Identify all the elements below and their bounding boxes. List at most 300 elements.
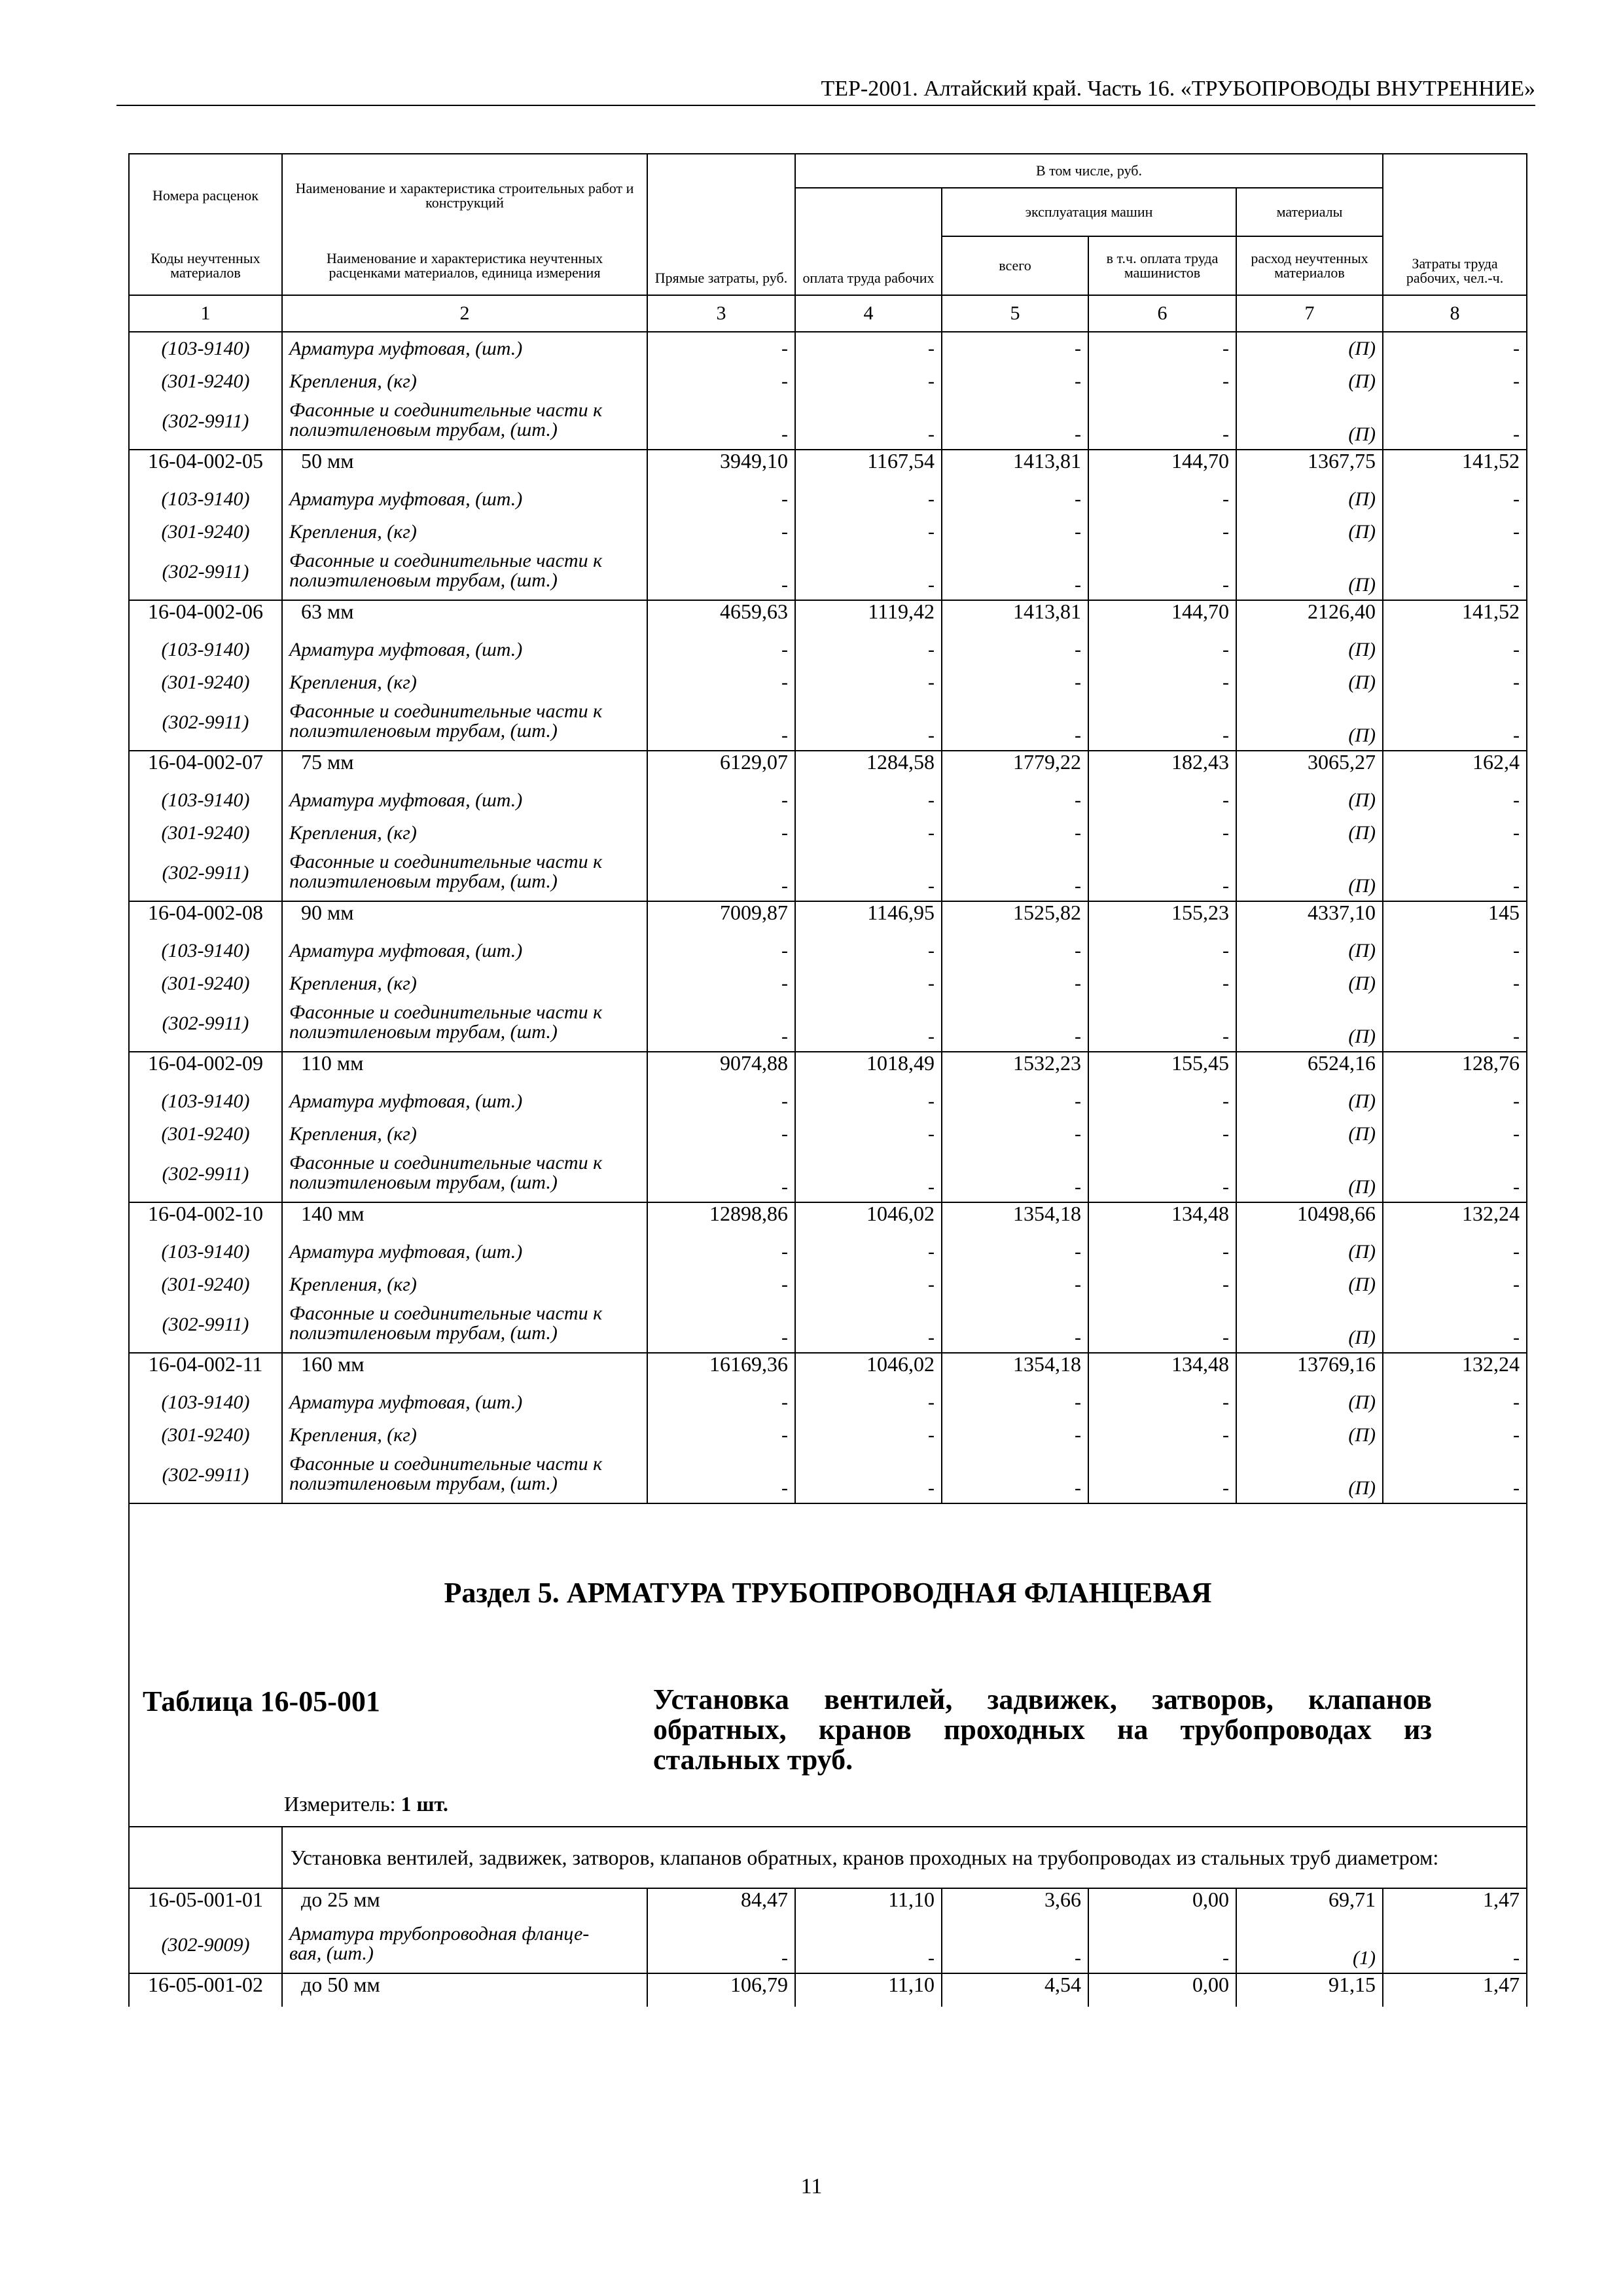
labor-pay: 1046,02	[795, 1202, 942, 1236]
labor-pay: -	[795, 483, 942, 516]
labor-pay: 11,10	[795, 1888, 942, 1922]
machines-total: -	[942, 935, 1088, 967]
col2-header-top: Наименование и характеристика строительных работ и конструкций	[282, 154, 647, 236]
work-name-line: полиэтиленовым трубам, (шт.)	[289, 1172, 558, 1193]
direct-cost: -	[647, 817, 795, 850]
labor-pay: -	[795, 1386, 942, 1419]
labor-pay: -	[795, 634, 942, 666]
machines-total: 3,66	[942, 1888, 1088, 1922]
rate-row	[129, 600, 1527, 634]
materials-cost: 4337,10	[1236, 901, 1383, 935]
direct-cost: -	[647, 1922, 795, 1973]
machines-total: 1354,18	[942, 1202, 1088, 1236]
intro-text: Установка вентилей, задвижек, затворов, клапанов обратных, кранов проходных на трубопроводах из стальных труб диаметром:	[282, 1827, 1527, 1888]
labor-hours: -	[1383, 332, 1527, 365]
machines-total: -	[942, 1085, 1088, 1118]
material-row	[129, 483, 1527, 516]
labor-hours: 132,24	[1383, 1353, 1527, 1386]
machinist-pay: -	[1088, 1236, 1236, 1268]
col-number: 2	[282, 295, 647, 332]
rate-code: 16-05-001-02	[129, 1973, 282, 2007]
machines-total: -	[942, 548, 1088, 600]
direct-cost: 7009,87	[647, 901, 795, 935]
labor-hours: 145	[1383, 901, 1527, 935]
labor-hours: -	[1383, 1151, 1527, 1202]
labor-pay: 1119,42	[795, 600, 942, 634]
group-header: В том числе, руб.	[795, 154, 1383, 188]
labor-hours: -	[1383, 1000, 1527, 1052]
rate-code: (103-9140)	[129, 332, 282, 365]
machines-header: эксплуатация машин	[942, 188, 1236, 236]
table-body-section4	[129, 332, 1527, 1503]
rate-code: (301-9240)	[129, 516, 282, 548]
direct-cost: -	[647, 1452, 795, 1503]
labor-hours: -	[1383, 483, 1527, 516]
labor-hours: -	[1383, 1085, 1527, 1118]
materials-cost: 3065,27	[1236, 751, 1383, 784]
materials-header: материалы	[1236, 188, 1383, 236]
machines-total: -	[942, 817, 1088, 850]
rate-code: 16-05-001-01	[129, 1888, 282, 1922]
rate-row	[129, 1353, 1527, 1386]
direct-cost: -	[647, 398, 795, 450]
direct-cost: -	[647, 1236, 795, 1268]
work-name: Крепления, (кг)	[282, 516, 647, 548]
rate-row	[129, 1202, 1527, 1236]
work-name-line: Фасонные и соединительные части к	[289, 700, 603, 722]
direct-cost: -	[647, 1151, 795, 1202]
material-row	[129, 850, 1527, 901]
materials-cost: 91,15	[1236, 1973, 1383, 2007]
labor-hours: -	[1383, 784, 1527, 817]
material-row	[129, 1922, 1527, 1973]
rate-row	[129, 751, 1527, 784]
machines-total: -	[942, 666, 1088, 699]
rate-code: (301-9240)	[129, 967, 282, 1000]
direct-cost: -	[647, 850, 795, 901]
direct-cost: 4659,63	[647, 600, 795, 634]
rate-row	[129, 1973, 1527, 2007]
work-name	[282, 850, 647, 901]
direct-cost: 3949,10	[647, 450, 795, 483]
machinist-pay: 134,48	[1088, 1353, 1236, 1386]
work-name: до 25 мм	[282, 1888, 647, 1922]
direct-cost: -	[647, 634, 795, 666]
rate-code: (103-9140)	[129, 634, 282, 666]
material-row	[129, 666, 1527, 699]
direct-cost: -	[647, 784, 795, 817]
work-name: Арматура муфтовая, (шт.)	[282, 634, 647, 666]
rate-code: (302-9911)	[129, 398, 282, 450]
work-name-line: Фасонные и соединительные части к	[289, 851, 603, 872]
machinist-pay: 155,23	[1088, 901, 1236, 935]
machines-total: -	[942, 1268, 1088, 1301]
material-row	[129, 935, 1527, 967]
rate-code: (302-9911)	[129, 1151, 282, 1202]
materials-cost: (П)	[1236, 398, 1383, 450]
labor-pay: 1046,02	[795, 1353, 942, 1386]
material-row	[129, 548, 1527, 600]
machinist-pay: -	[1088, 516, 1236, 548]
material-row	[129, 634, 1527, 666]
machinist-pay: -	[1088, 1386, 1236, 1419]
labor-hours: 132,24	[1383, 1202, 1527, 1236]
material-row	[129, 1085, 1527, 1118]
labor-hours: 128,76	[1383, 1052, 1527, 1085]
work-name: Арматура муфтовая, (шт.)	[282, 935, 647, 967]
work-name	[282, 1151, 647, 1202]
col-number: 7	[1236, 295, 1383, 332]
machinist-pay: -	[1088, 365, 1236, 398]
direct-cost: -	[647, 1118, 795, 1151]
direct-cost: -	[647, 967, 795, 1000]
rate-code: (103-9140)	[129, 1386, 282, 1419]
materials-cost: (П)	[1236, 967, 1383, 1000]
labor-hours: -	[1383, 1268, 1527, 1301]
machinist-pay: 144,70	[1088, 600, 1236, 634]
work-name: Арматура муфтовая, (шт.)	[282, 784, 647, 817]
machines-total: -	[942, 1922, 1088, 1973]
labor-hours: -	[1383, 1419, 1527, 1452]
work-name: 90 мм	[282, 901, 647, 935]
col4-header: оплата труда рабочих	[795, 188, 942, 295]
materials-cost: (П)	[1236, 817, 1383, 850]
machinist-pay: -	[1088, 935, 1236, 967]
rate-code: (103-9140)	[129, 1085, 282, 1118]
work-name-line: полиэтиленовым трубам, (шт.)	[289, 720, 558, 742]
labor-hours: -	[1383, 967, 1527, 1000]
work-name: Арматура муфтовая, (шт.)	[282, 1085, 647, 1118]
materials-cost: (П)	[1236, 1386, 1383, 1419]
machinist-pay: 0,00	[1088, 1973, 1236, 2007]
work-name: до 50 мм	[282, 1973, 647, 2007]
materials-cost: (1)	[1236, 1922, 1383, 1973]
labor-hours: 1,47	[1383, 1973, 1527, 2007]
rate-code: (103-9140)	[129, 935, 282, 967]
material-row	[129, 1419, 1527, 1452]
labor-pay: 1018,49	[795, 1052, 942, 1085]
machinist-pay: -	[1088, 1268, 1236, 1301]
materials-cost: (П)	[1236, 850, 1383, 901]
labor-hours: -	[1383, 1236, 1527, 1268]
col3-header: Прямые затраты, руб.	[647, 154, 795, 295]
direct-cost: 12898,86	[647, 1202, 795, 1236]
machinist-pay: -	[1088, 1452, 1236, 1503]
materials-cost: 2126,40	[1236, 600, 1383, 634]
section-heading-cell	[129, 1503, 1527, 1827]
materials-cost: (П)	[1236, 784, 1383, 817]
machinist-pay: -	[1088, 398, 1236, 450]
labor-pay: -	[795, 1301, 942, 1353]
rate-code: (103-9140)	[129, 483, 282, 516]
rate-row	[129, 1052, 1527, 1085]
direct-cost: -	[647, 935, 795, 967]
rate-code: (103-9140)	[129, 1236, 282, 1268]
work-name-line: Арматура трубопроводная фланце-	[289, 1923, 590, 1945]
machinist-pay: -	[1088, 1419, 1236, 1452]
machines-total: 4,54	[942, 1973, 1088, 2007]
labor-pay: -	[795, 850, 942, 901]
price-table	[128, 153, 1527, 2007]
price-table-frame	[128, 153, 1526, 2007]
direct-cost: -	[647, 1419, 795, 1452]
machinist-pay: 155,45	[1088, 1052, 1236, 1085]
machinist-pay: -	[1088, 699, 1236, 751]
work-name-line: Фасонные и соединительные части к	[289, 1453, 603, 1475]
work-name: Арматура муфтовая, (шт.)	[282, 483, 647, 516]
materials-cost: (П)	[1236, 935, 1383, 967]
work-name: Арматура муфтовая, (шт.)	[282, 332, 647, 365]
rate-code: (302-9911)	[129, 548, 282, 600]
labor-hours: -	[1383, 850, 1527, 901]
rate-code: (302-9009)	[129, 1922, 282, 1973]
work-name-line: полиэтиленовым трубам, (шт.)	[289, 1021, 558, 1043]
direct-cost: -	[647, 365, 795, 398]
col6-header: в т.ч. оплата труда машинистов	[1088, 236, 1236, 295]
rate-code: 16-04-002-10	[129, 1202, 282, 1236]
col5-header: всего	[942, 236, 1088, 295]
work-name-line: Фасонные и соединительные части к	[289, 399, 603, 421]
work-name: Крепления, (кг)	[282, 1268, 647, 1301]
work-name	[282, 1301, 647, 1353]
material-row	[129, 332, 1527, 365]
materials-cost: (П)	[1236, 1419, 1383, 1452]
material-row	[129, 699, 1527, 751]
machines-total: -	[942, 634, 1088, 666]
rate-code: (301-9240)	[129, 1268, 282, 1301]
materials-cost: (П)	[1236, 666, 1383, 699]
material-row	[129, 1000, 1527, 1052]
work-name	[282, 1922, 647, 1973]
labor-hours: -	[1383, 1386, 1527, 1419]
machinist-pay: 134,48	[1088, 1202, 1236, 1236]
direct-cost: -	[647, 548, 795, 600]
work-name: Крепления, (кг)	[282, 1419, 647, 1452]
work-name: Крепления, (кг)	[282, 1118, 647, 1151]
labor-pay: -	[795, 1268, 942, 1301]
col1-header-bottom: Коды неучтенных материалов	[129, 236, 282, 295]
machinist-pay: -	[1088, 1118, 1236, 1151]
materials-cost: (П)	[1236, 1268, 1383, 1301]
direct-cost: -	[647, 1386, 795, 1419]
rate-code: 16-04-002-11	[129, 1353, 282, 1386]
col8-header: Затраты труда рабочих, чел.-ч.	[1383, 154, 1527, 295]
material-row	[129, 1268, 1527, 1301]
machinist-pay: -	[1088, 1301, 1236, 1353]
direct-cost: -	[647, 1301, 795, 1353]
materials-cost: (П)	[1236, 483, 1383, 516]
col-number: 6	[1088, 295, 1236, 332]
labor-pay: -	[795, 365, 942, 398]
work-name	[282, 548, 647, 600]
labor-pay: -	[795, 666, 942, 699]
work-name-line: Фасонные и соединительные части к	[289, 550, 603, 571]
direct-cost: 6129,07	[647, 751, 795, 784]
direct-cost: -	[647, 666, 795, 699]
col-number: 4	[795, 295, 942, 332]
materials-cost: 69,71	[1236, 1888, 1383, 1922]
labor-pay: -	[795, 817, 942, 850]
materials-cost: 6524,16	[1236, 1052, 1383, 1085]
labor-hours: -	[1383, 935, 1527, 967]
labor-hours: -	[1383, 699, 1527, 751]
labor-hours: -	[1383, 666, 1527, 699]
machinist-pay: -	[1088, 850, 1236, 901]
work-name: Крепления, (кг)	[282, 666, 647, 699]
work-name-line: Фасонные и соединительные части к	[289, 1302, 603, 1324]
direct-cost: -	[647, 699, 795, 751]
labor-pay: -	[795, 1922, 942, 1973]
labor-hours: -	[1383, 516, 1527, 548]
machinist-pay: 144,70	[1088, 450, 1236, 483]
work-name-line: полиэтиленовым трубам, (шт.)	[289, 569, 558, 591]
measure-label: Измеритель:	[284, 1792, 396, 1816]
rate-code: (301-9240)	[129, 1118, 282, 1151]
machines-total: -	[942, 850, 1088, 901]
materials-cost: (П)	[1236, 1151, 1383, 1202]
machines-total: -	[942, 784, 1088, 817]
materials-cost: (П)	[1236, 516, 1383, 548]
labor-pay: -	[795, 398, 942, 450]
machines-total: 1354,18	[942, 1353, 1088, 1386]
rate-row	[129, 1888, 1527, 1922]
machines-total: -	[942, 398, 1088, 450]
col-number: 3	[647, 295, 795, 332]
machinist-pay: -	[1088, 483, 1236, 516]
rate-code: (302-9911)	[129, 699, 282, 751]
machines-total: -	[942, 516, 1088, 548]
rate-code: (301-9240)	[129, 817, 282, 850]
machinist-pay: 0,00	[1088, 1888, 1236, 1922]
rate-code: 16-04-002-05	[129, 450, 282, 483]
labor-hours: -	[1383, 548, 1527, 600]
material-row	[129, 1151, 1527, 1202]
rate-code: 16-04-002-08	[129, 901, 282, 935]
col2-header-bottom: Наименование и характеристика неучтенных расценками материалов, единица измерения	[282, 236, 647, 295]
labor-hours: -	[1383, 365, 1527, 398]
col-number: 8	[1383, 295, 1527, 332]
work-name	[282, 398, 647, 450]
materials-cost: 10498,66	[1236, 1202, 1383, 1236]
measure-unit	[284, 1792, 448, 1816]
labor-hours: -	[1383, 1452, 1527, 1503]
col1-header-top: Номера расценок	[129, 154, 282, 236]
labor-pay: -	[795, 699, 942, 751]
machines-total: -	[942, 332, 1088, 365]
labor-pay: 1167,54	[795, 450, 942, 483]
labor-pay: -	[795, 967, 942, 1000]
materials-cost: (П)	[1236, 1118, 1383, 1151]
labor-pay: -	[795, 1452, 942, 1503]
labor-pay: -	[795, 1000, 942, 1052]
labor-pay: -	[795, 1118, 942, 1151]
machinist-pay: -	[1088, 548, 1236, 600]
machines-total: 1525,82	[942, 901, 1088, 935]
labor-pay: -	[795, 1151, 942, 1202]
measure-value: 1 шт.	[401, 1792, 448, 1816]
machines-total: 1532,23	[942, 1052, 1088, 1085]
machines-total: -	[942, 1301, 1088, 1353]
machinist-pay: -	[1088, 1085, 1236, 1118]
labor-pay: -	[795, 548, 942, 600]
labor-hours: -	[1383, 1922, 1527, 1973]
work-name-line: Фасонные и соединительные части к	[289, 1152, 603, 1174]
direct-cost: -	[647, 1268, 795, 1301]
materials-cost: (П)	[1236, 699, 1383, 751]
work-name	[282, 1000, 647, 1052]
column-numbers-row	[129, 295, 1527, 332]
work-name-line: полиэтиленовым трубам, (шт.)	[289, 419, 558, 440]
materials-cost: (П)	[1236, 1452, 1383, 1503]
machinist-pay: -	[1088, 1922, 1236, 1973]
material-row	[129, 1236, 1527, 1268]
material-row	[129, 398, 1527, 450]
work-name: 160 мм	[282, 1353, 647, 1386]
labor-hours: -	[1383, 817, 1527, 850]
work-name: 75 мм	[282, 751, 647, 784]
rate-code: (302-9911)	[129, 1000, 282, 1052]
machines-total: -	[942, 1452, 1088, 1503]
labor-pay: -	[795, 332, 942, 365]
material-row	[129, 516, 1527, 548]
machines-total: -	[942, 967, 1088, 1000]
work-name: Арматура муфтовая, (шт.)	[282, 1236, 647, 1268]
rate-code: (301-9240)	[129, 1419, 282, 1452]
material-row	[129, 1452, 1527, 1503]
labor-hours: -	[1383, 634, 1527, 666]
work-name: Крепления, (кг)	[282, 817, 647, 850]
machines-total: -	[942, 1151, 1088, 1202]
machinist-pay: -	[1088, 967, 1236, 1000]
materials-cost: 13769,16	[1236, 1353, 1383, 1386]
labor-pay: -	[795, 935, 942, 967]
work-name: 110 мм	[282, 1052, 647, 1085]
rate-code: 16-04-002-09	[129, 1052, 282, 1085]
materials-cost: (П)	[1236, 332, 1383, 365]
labor-hours: 162,4	[1383, 751, 1527, 784]
machinist-pay: -	[1088, 634, 1236, 666]
running-header: ТЕР-2001. Алтайский край. Часть 16. «ТРУБОПРОВОДЫ ВНУТРЕННИЕ»	[116, 73, 1535, 106]
machines-total: -	[942, 1386, 1088, 1419]
machinist-pay: 182,43	[1088, 751, 1236, 784]
labor-hours: -	[1383, 1118, 1527, 1151]
work-name: 63 мм	[282, 600, 647, 634]
direct-cost: 9074,88	[647, 1052, 795, 1085]
material-row	[129, 784, 1527, 817]
machines-total: -	[942, 1000, 1088, 1052]
machines-total: -	[942, 483, 1088, 516]
rate-code: (302-9911)	[129, 1301, 282, 1353]
labor-hours: 1,47	[1383, 1888, 1527, 1922]
work-name: Арматура муфтовая, (шт.)	[282, 1386, 647, 1419]
direct-cost: -	[647, 1000, 795, 1052]
materials-cost: (П)	[1236, 1000, 1383, 1052]
labor-hours: -	[1383, 1301, 1527, 1353]
material-row	[129, 1386, 1527, 1419]
machines-total: 1413,81	[942, 600, 1088, 634]
direct-cost: 84,47	[647, 1888, 795, 1922]
work-name: 140 мм	[282, 1202, 647, 1236]
materials-cost: (П)	[1236, 1236, 1383, 1268]
materials-cost: (П)	[1236, 1301, 1383, 1353]
direct-cost: 106,79	[647, 1973, 795, 2007]
materials-cost: (П)	[1236, 365, 1383, 398]
materials-cost: (П)	[1236, 548, 1383, 600]
materials-cost: (П)	[1236, 1085, 1383, 1118]
labor-hours: -	[1383, 398, 1527, 450]
machines-total: 1413,81	[942, 450, 1088, 483]
rate-row	[129, 901, 1527, 935]
